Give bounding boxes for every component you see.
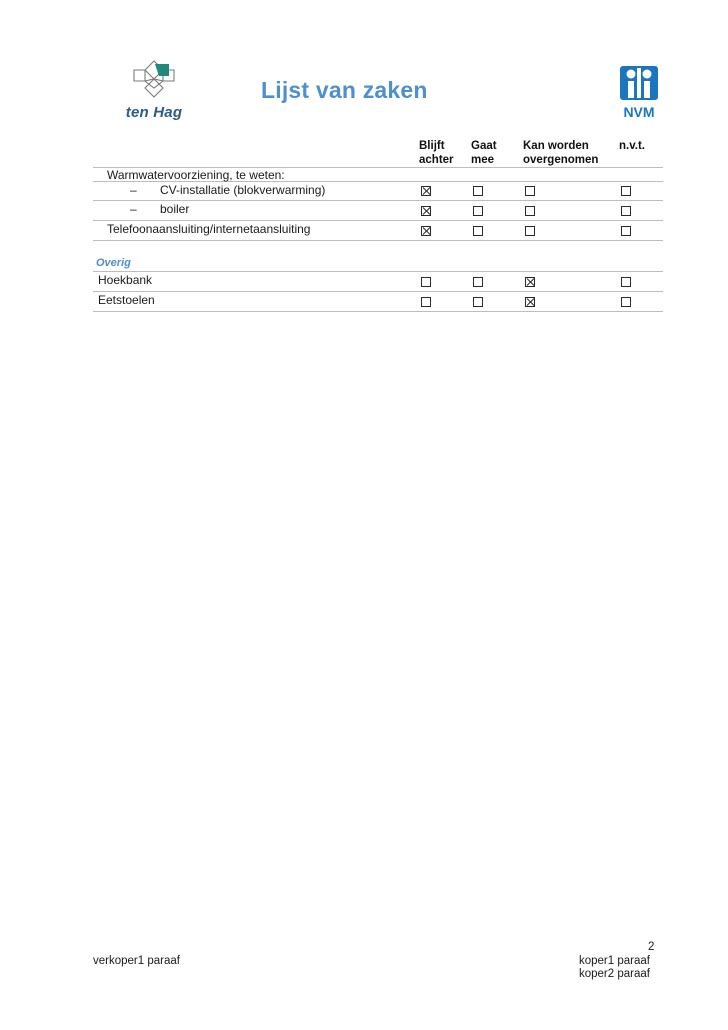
page-number: 2	[648, 941, 655, 953]
checkbox-row1-nvt[interactable]	[621, 186, 631, 196]
checkbox-row2-blijft-achter[interactable]	[421, 206, 431, 216]
column-header-blijft-achter: Blijft achter	[419, 140, 454, 166]
checkbox-row1-gaat-mee[interactable]	[473, 186, 483, 196]
table-divider	[93, 200, 663, 201]
column-header-kan-worden-overgenomen: Kan worden overgenomen	[523, 140, 599, 166]
checkbox-row1-kan-worden-overgenomen[interactable]	[525, 186, 535, 196]
nvm-logo	[616, 62, 662, 122]
row-label-telefoonaansluiting: Telefoonaansluiting/internetaansluiting	[107, 222, 311, 236]
koper2-paraaf: koper2 paraaf	[579, 968, 650, 980]
section-heading-overig: Overig	[96, 257, 131, 269]
row-label-boiler: boiler	[160, 202, 190, 216]
checkbox-overig1-blijft-achter[interactable]	[421, 297, 431, 307]
checkbox-row3-blijft-achter[interactable]	[421, 226, 431, 236]
row-label-cv-installatie: CV-installatie (blokverwarming)	[160, 183, 326, 197]
ten-hag-logo	[118, 58, 190, 126]
checkbox-overig0-nvt[interactable]	[621, 277, 631, 287]
nvm-brand-text: NVM	[623, 104, 655, 120]
checkbox-row3-nvt[interactable]	[621, 226, 631, 236]
row-label-hoekbank: Hoekbank	[98, 273, 153, 287]
checkbox-row1-blijft-achter[interactable]	[421, 186, 431, 196]
checkbox-overig0-gaat-mee[interactable]	[473, 277, 483, 287]
page-title: Lijst van zaken	[261, 77, 428, 103]
koper1-paraaf: koper1 paraaf	[579, 955, 650, 967]
sub-item-marker: –	[130, 183, 137, 197]
table-divider	[93, 311, 663, 312]
checkbox-overig0-blijft-achter[interactable]	[421, 277, 431, 287]
sub-item-marker: –	[130, 202, 137, 216]
checkbox-row3-gaat-mee[interactable]	[473, 226, 483, 236]
checkbox-row2-gaat-mee[interactable]	[473, 206, 483, 216]
row-label-warmwatervoorziening: Warmwatervoorziening, te weten:	[107, 168, 285, 182]
checkbox-overig1-gaat-mee[interactable]	[473, 297, 483, 307]
checkbox-overig1-nvt[interactable]	[621, 297, 631, 307]
table-row	[130, 183, 325, 197]
column-header-nvt: n.v.t.	[619, 140, 645, 152]
table-divider	[93, 220, 663, 221]
checkbox-row3-kan-worden-overgenomen[interactable]	[525, 226, 535, 236]
ten-hag-pinwheel-icon	[129, 58, 179, 104]
checkbox-row2-nvt[interactable]	[621, 206, 631, 216]
checkbox-overig1-kan-worden-overgenomen[interactable]	[525, 297, 535, 307]
checkbox-overig0-kan-worden-overgenomen[interactable]	[525, 277, 535, 287]
ten-hag-brand-text: ten Hag	[125, 104, 183, 121]
nvm-house-icon	[618, 62, 660, 102]
table-divider	[93, 271, 663, 272]
checkbox-row2-kan-worden-overgenomen[interactable]	[525, 206, 535, 216]
row-label-eetstoelen: Eetstoelen	[98, 293, 155, 307]
verkoper1-paraaf: verkoper1 paraaf	[93, 955, 180, 967]
table-row	[130, 202, 189, 216]
table-divider	[93, 291, 663, 292]
table-divider	[93, 240, 663, 241]
column-header-gaat-mee: Gaat mee	[471, 140, 497, 166]
